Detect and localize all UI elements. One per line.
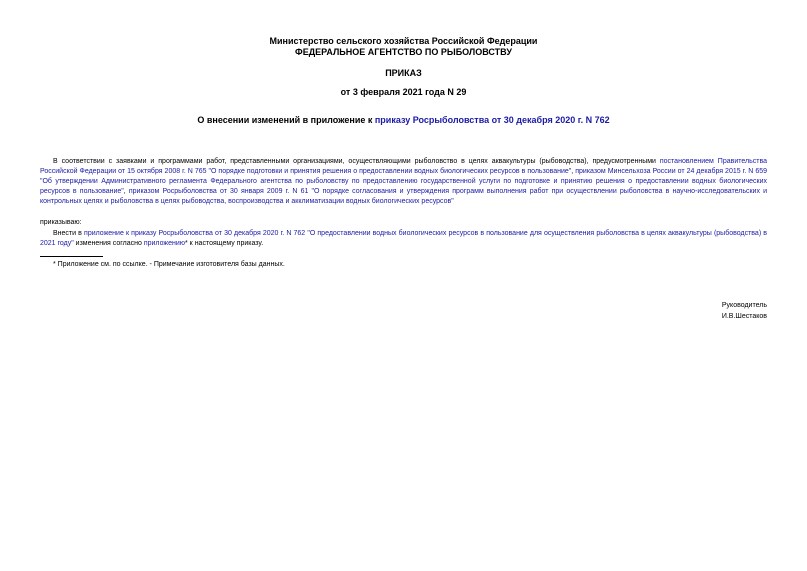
appendix-link[interactable]: приложению <box>143 240 186 247</box>
document-title <box>0 115 807 126</box>
appendix-order-link[interactable]: приложение к приказу Росрыболовства от 30 декабря 2020 г. N 762 "О предоставлении водных биологических ресурсов в пользование для осуществления рыболовства в целях аквакультуры (рыбоводства) в 2021 году" <box>40 230 767 247</box>
order-text-3: * к настоящему приказу. <box>185 240 264 247</box>
document-type: ПРИКАЗ <box>385 68 422 78</box>
footnote: * Приложение см. по ссылке. - Примечание изготовителя базы данных. <box>53 261 285 268</box>
order-text-1: Внести в <box>53 230 85 237</box>
order-text-2: изменения согласно <box>73 240 144 247</box>
order-paragraph <box>40 229 767 249</box>
title-text: О внесении изменений в приложение к <box>197 115 375 125</box>
document-date: от 3 февраля 2021 года N 29 <box>340 87 467 97</box>
preamble-text-2: , <box>571 168 576 175</box>
rosrybolovstvo-order-link[interactable]: приказом Росрыболовства от 30 января 2009 г. N 61 "О порядке согласования и утверждения программ выполнения работ при осуществлении рыболовства в научно-исследовательских и контрольных целях и рыболовства в целях рыбоводства, воспроизводства и акклиматизации водных биологических ресурсов" <box>40 188 768 205</box>
ministry-order-link[interactable]: приказом Минсельхоза России от 24 декабря 2015 г. N 659 "Об утверждении Административного регламента Федерального агентства по рыболовству по предоставлению государственной услуги по подготовке и принятию решения о предоставлении водных биологических ресурсов в пользование" <box>40 168 768 195</box>
orders-word: приказываю: <box>40 219 82 226</box>
preamble-text-1: В соответствии с заявками и программами работ, представленными организациями, осуществляющими рыболовство в целях аквакультуры (рыбоводства), предусмотренными <box>53 158 660 165</box>
ministry-name: Министерство сельского хозяйства Российской Федерации <box>269 36 538 46</box>
preamble-paragraph <box>40 157 767 207</box>
signature-name: И.В.Шестаков <box>721 313 767 320</box>
agency-name: ФЕДЕРАЛЬНОЕ АГЕНТСТВО ПО РЫБОЛОВСТВУ <box>295 47 512 57</box>
government-decree-link[interactable]: постановлением Правительства Российской Федерации от 15 октября 2008 г. N 765 "О порядке подготовки и принятия решения о предоставлении водных биологических ресурсов в пользование" <box>40 158 767 175</box>
signature-role: Руководитель <box>721 302 767 309</box>
footnote-separator <box>40 256 103 257</box>
title-link[interactable]: приказу Росрыболовства от 30 декабря 2020 г. N 762 <box>374 115 610 125</box>
preamble-text-3: , <box>123 188 129 195</box>
